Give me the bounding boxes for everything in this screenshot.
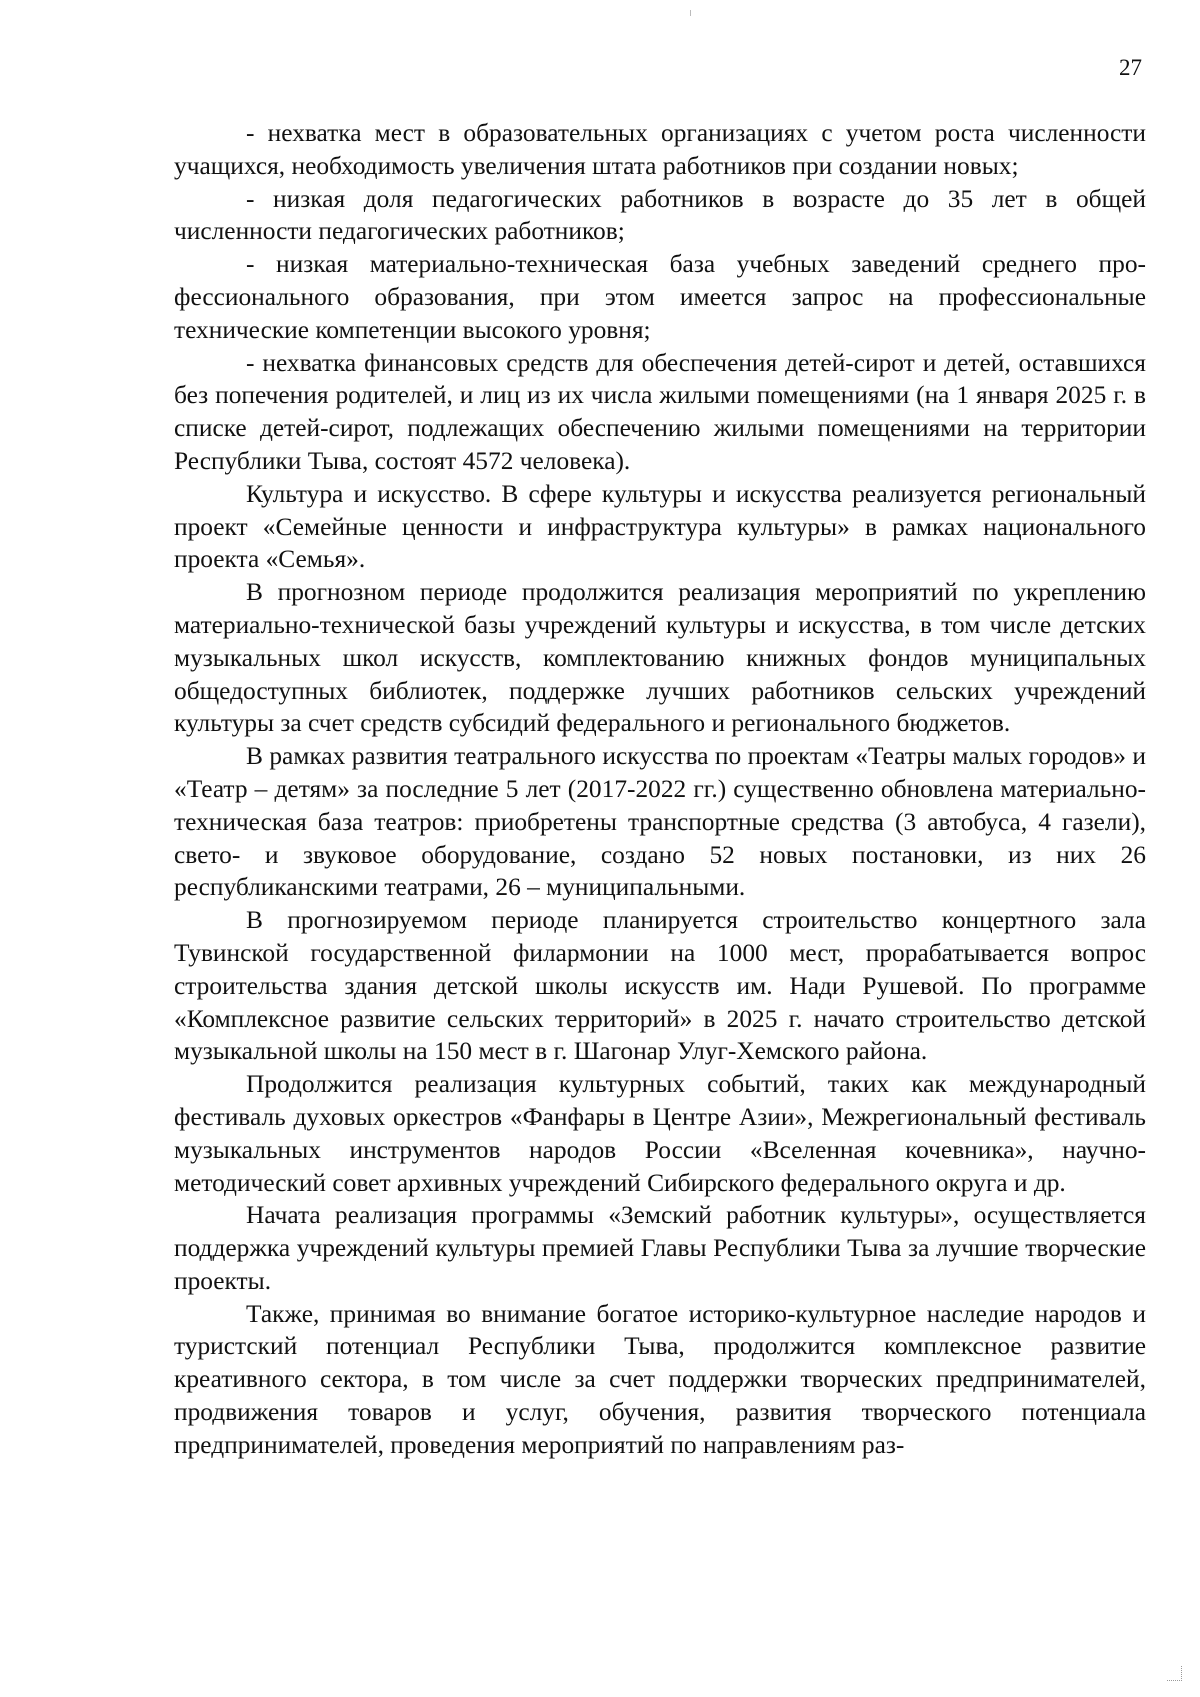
paragraph-orphans-housing: - нехватка финансовых средств для обеспечения детей-сирот и детей, оставшихся без попечения родителей, и лиц из их числа жилыми помещениями (на 1 января 2025 г. в списке детей-сирот, подлежащих обеспечению жилыми помещениями на территории Республики Тыва, состоят 4572 человека).: [174, 348, 1146, 475]
paragraph-cultural-events: Продолжится реализация культурных событий, таких как международный фестиваль духовых оркестров «Фанфары в Центре Азии», Межрегиональный фестиваль музыкальных инструментов народов России «Вселенная кочевника», научно-методический совет архивных учреждений Сибирского федерального округа и др.: [174, 1070, 1146, 1197]
paragraph-culture-intro: Культура и искусство. В сфере культуры и искусства реализуется региональный проект «Семейные ценности и инфраструктура культуры» в рамках национального проекта «Семья».: [174, 479, 1146, 574]
paragraph-philharmonic: В прогнозируемом периоде планируется строительство концертного зала Тувинской государственной филармонии на 1000 мест, прорабатывается вопрос строительства здания детской школы искусств им. Нади Рушевой. По программе «Комплексное развитие сельских территорий» в 2025 г. начато строительство детской музыкальной школы на 150 мест в г. Шагонар Улуг-Хемского района.: [174, 906, 1146, 1066]
paragraph-shortage-places: - нехватка мест в образовательных организациях с учетом роста численности учащихся, необходимость увеличения штата работников при создании новых;: [174, 119, 1146, 180]
scan-fold-mark: [690, 10, 691, 16]
paragraph-theatre: В рамках развития театрального искусства по проектам «Театры малых городов» и «Театр – детям» за последние 5 лет (2017-2022 гг.) существенно обновлена материально-техническая база театров: приобретены транспортные средства (3 автобуса, 4 газели), свето- и звуковое оборудование, создано 52 новых постановки, из них 26 республиканскими театрами, 26 – муниципальными.: [174, 742, 1146, 902]
paragraph-young-teachers: - низкая доля педагогических работников в возрасте до 35 лет в общей численности педагогических работников;: [174, 184, 1146, 246]
paragraph-creative-sector: Также, принимая во внимание богатое историко-культурное наследие народов и туристский потенциал Республики Тыва, продолжится комплексное развитие креативного сектора, в том числе за счет поддержки творческих предпринимателей, продвижения товаров и услуг, обучения, развития творческого потенциала предпринимателей, проведения мероприятий по направлениям раз-: [174, 1299, 1146, 1459]
paragraph-forecast-culture: В прогнозном периоде продолжится реализация мероприятий по укреплению материально-технической базы учреждений культуры и искусства, в том числе детских музыкальных школ искусств, комплектованию книжных фондов муниципальных общедоступных библиотек, поддержке лучших работников сельских учреждений культуры за счет средств субсидий федерального и регионального бюджетов.: [174, 578, 1146, 738]
paragraph-zemsky-program: Начата реализация программы «Земский работник культуры», осуществляется поддержка учреждений культуры премией Главы Республики Тыва за лучшие творческие проекты.: [174, 1201, 1146, 1295]
paragraph-material-base: - низкая материально-техническая база учебных заведений среднего профессионального образования, при этом имеется запрос на профессиональные технические компетенции высокого уровня;: [174, 250, 1146, 344]
scan-corner-mark: [1167, 1666, 1182, 1681]
document-body: [174, 117, 1146, 1462]
page-number: 27: [1119, 55, 1142, 80]
